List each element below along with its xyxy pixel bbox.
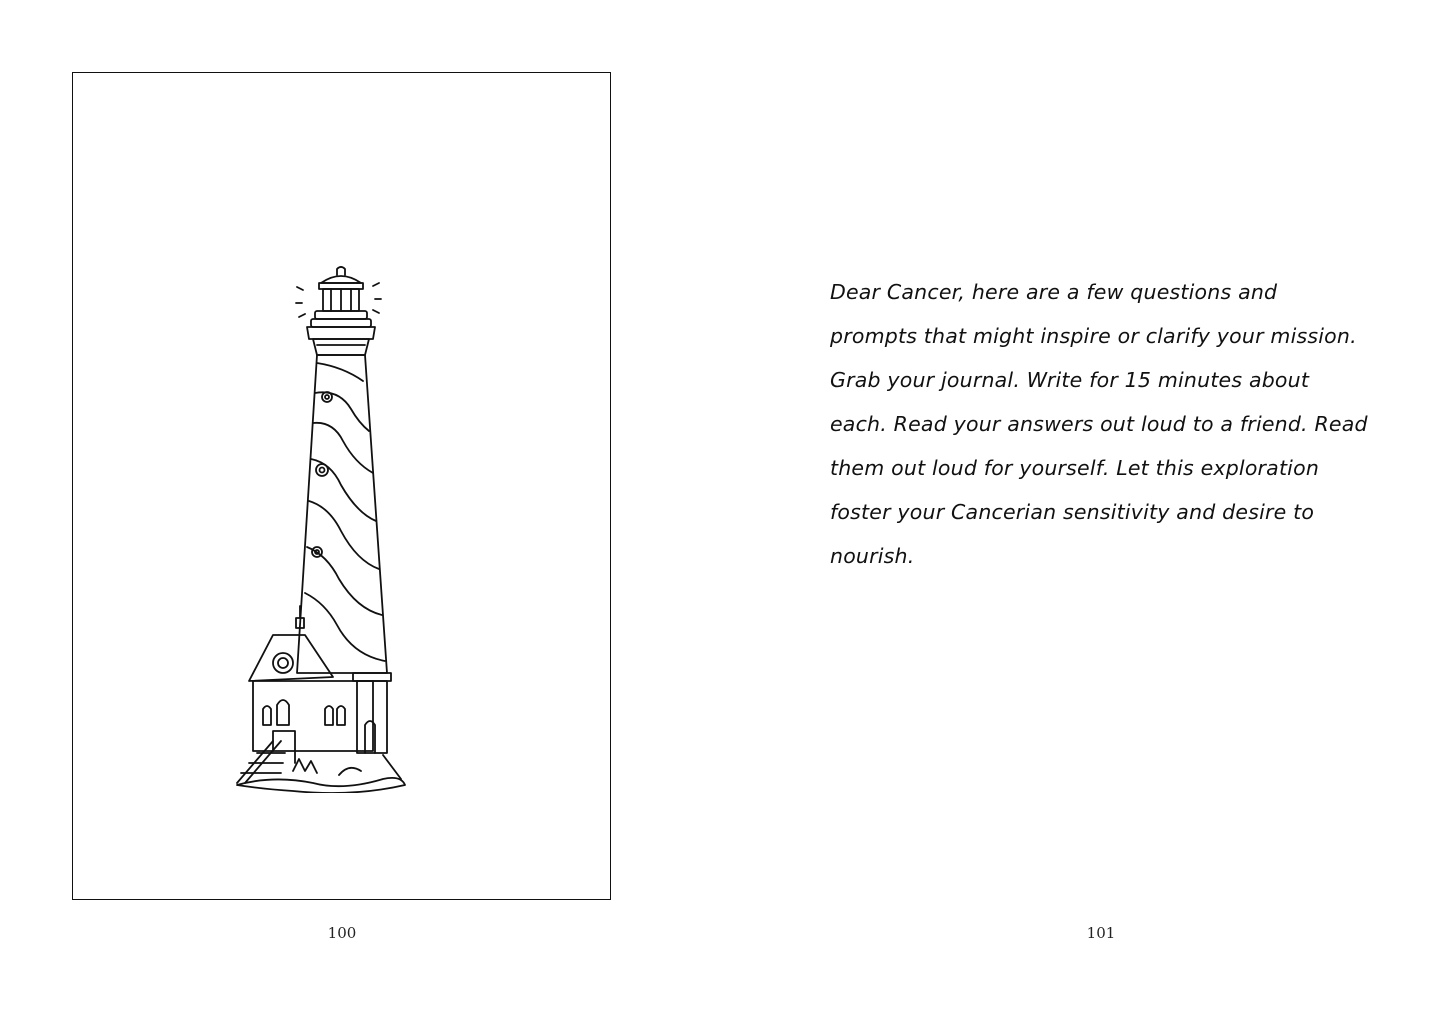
left-page (0, 0, 722, 1012)
right-page (722, 0, 1445, 1012)
journal-prompt-text: Dear Cancer, here are a few questions and prompts that might inspire or clarify your mission. Grab your journal. Write for 15 minutes about each. Read your answers out loud to a friend. Read them out loud for yourself. Let this exploration foster your Cancerian sensitivity and desire to nourish. (830, 280, 1368, 568)
illustration-frame (72, 72, 611, 900)
lighthouse-illustration-icon (233, 263, 453, 793)
page-number-right: 101 (1086, 924, 1116, 942)
page-number-left: 100 (327, 924, 357, 942)
